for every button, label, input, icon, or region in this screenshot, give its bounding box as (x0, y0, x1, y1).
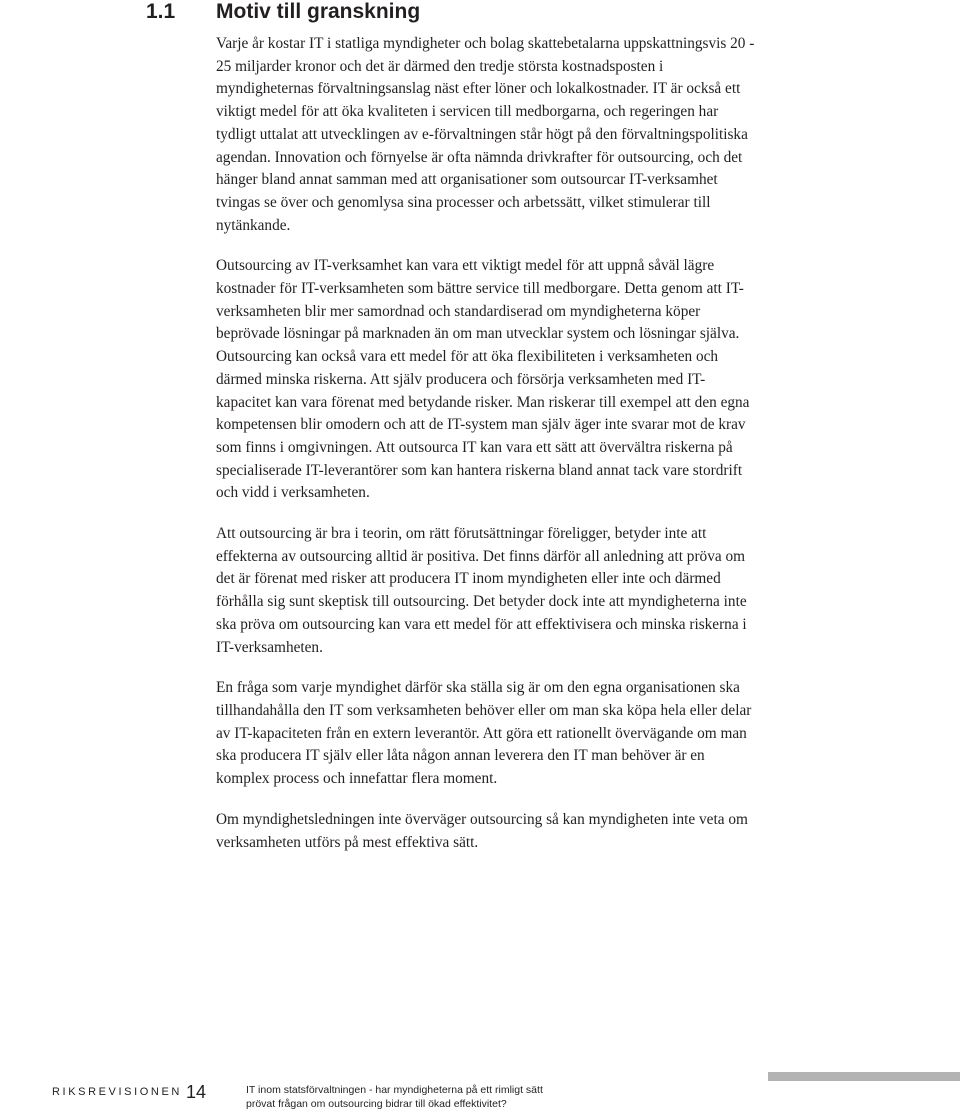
section-number: 1.1 (146, 0, 176, 23)
paragraph: En fråga som varje myndighet därför ska ställa sig är om den egna organisationen ska tillhandahålla den IT som verksamheten behöver eller om man ska köpa hela eller delar av IT-kapaciteten från en extern leverantör. Att göra ett rationellt övervägande om man ska producera IT själv eller låta någon annan leverera den IT man behöver är en komplex process och innefattar flera moment. (216, 679, 752, 788)
footer-brand: RIKSREVISIONEN (52, 1086, 182, 1098)
section-title: Motiv till granskning (216, 0, 421, 23)
paragraph: Om myndighetsledningen inte överväger outsourcing så kan myndigheten inte veta om verksamheten utförs på mest effektiva sätt. (216, 810, 748, 851)
body-text (216, 33, 756, 872)
paragraph: Att outsourcing är bra i teorin, om rätt förutsättningar föreligger, betyder inte att effekterna av outsourcing alltid är positiva. Det finns därför all anledning att pröva om det är förenat med risker att producera IT inom myndigheten eller inte och därmed förhålla sig sunt skeptisk till outsourcing. Det betyder dock inte att myndigheterna inte ska pröva om outsourcing kan vara ett medel för att effektivisera och minska riskerna i IT-verksamheten. (216, 525, 747, 656)
running-title-line: IT inom statsförvaltningen - har myndigheterna på ett rimligt sätt (246, 1084, 543, 1096)
paragraph: Varje år kostar IT i statliga myndigheter och bolag skattebetalarna uppskattningsvis 20 - 25 miljarder kronor och det är därmed den tredje största kostnadsposten i myndigheternas förvaltningsanslag näst efter löner och lokalkostnader. IT är också ett viktigt medel för att öka kvaliteten i servicen till medborgarna, och regeringen har tydligt uttalat att utvecklingen av e-förvaltningen står högt på den förvaltningspolitiska agendan. Innovation och förnyelse är ofta nämnda drivkrafter för outsourcing, och det hänger bland annat samman med att organisationer som outsourcar IT-verksamhet tvingas se över och genomlysa sina processer och arbetssätt, vilket stimulerar till nytänkande. (216, 35, 755, 234)
page-footer (0, 1072, 960, 1112)
running-title-line: prövat frågan om outsourcing bidrar till ökad effektivitet? (246, 1097, 507, 1110)
running-title (246, 1084, 543, 1111)
paragraph: Outsourcing av IT-verksamhet kan vara ett viktigt medel för att uppnå såväl lägre kostnader för IT-verksamheten som bättre service till medborgare. Detta genom att IT-verksamheten blir mer samordnad och standardiserad om myndigheterna köper beprövade lösningar på marknaden än om man utvecklar system och lösningar själva. Outsourcing kan också vara ett medel för att öka flexibiliteten i verksamheten och därmed minska riskerna. Att själv producera och försörja verksamheten med IT-kapacitet kan vara förenat med betydande risker. Man riskerar till exempel att den egna kompetensen blir omodern och att de IT-system man själv äger inte svarar mot de krav som finns i omgivningen. Att outsourca IT kan vara ett sätt att övervältra riskerna på specialiserade IT-leverantörer som kan hantera riskerna bland annat tack vare stordrift och vidd i verksamheten. (216, 257, 750, 502)
footer-decorative-bar (768, 1072, 960, 1081)
page-number: 14 (186, 1082, 207, 1102)
section-heading (146, 0, 420, 30)
